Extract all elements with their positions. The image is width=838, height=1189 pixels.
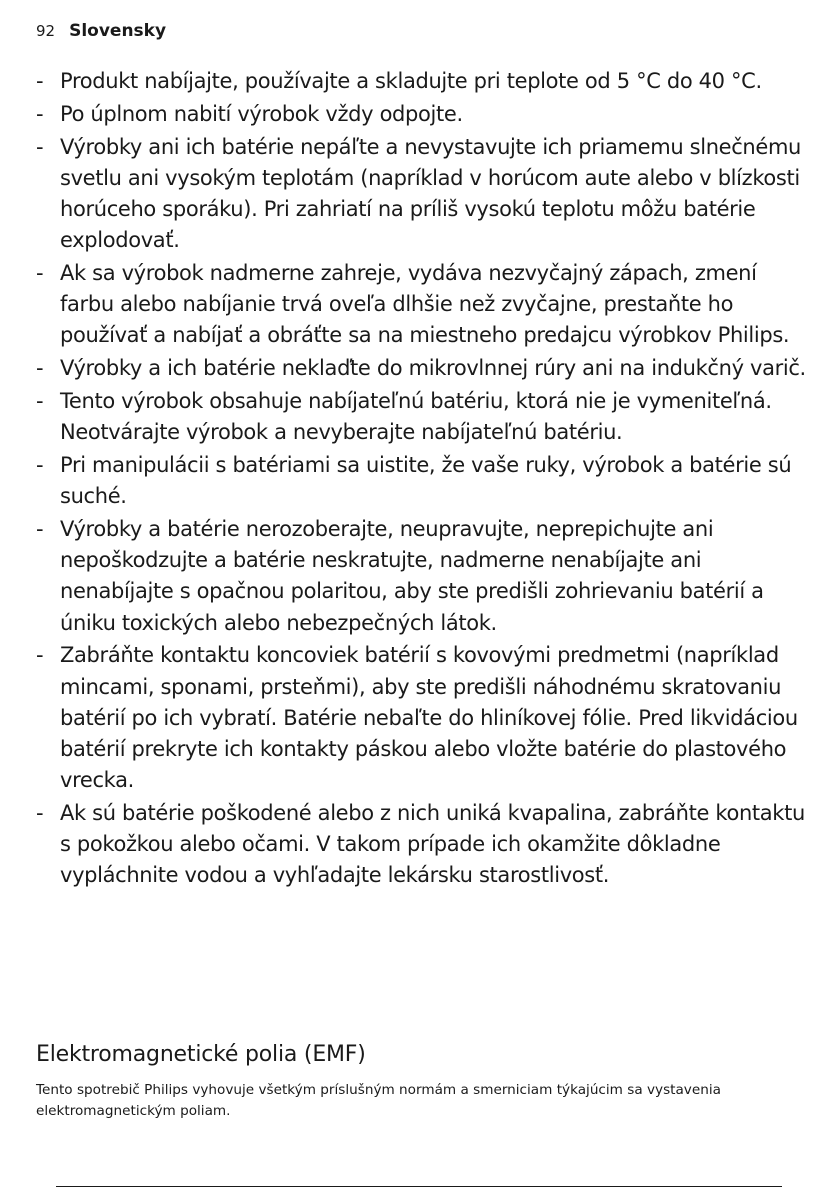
- list-item-text: Ak sú batérie poškodené alebo z nich uniká kvapalina, zabráňte kontaktu s pokožkou alebo očami. V takom prípade ich okamžite dôkladne vypláchnite vodou a vyhľadajte lekársku starostlivosť.: [60, 801, 805, 888]
- bullet-dash: -: [36, 134, 44, 159]
- list-item-text: Tento výrobok obsahuje nabíjateľnú batériu, ktorá nie je vymeniteľná. Neotvárajte výrobok a nevyberajte nabíjateľnú batériu.: [60, 389, 772, 445]
- bullet-dash: -: [36, 356, 44, 381]
- section-name: Slovensky: [69, 21, 167, 41]
- list-item: [36, 258, 806, 352]
- list-item: [36, 66, 806, 97]
- bullet-dash: -: [36, 801, 44, 826]
- list-item-text: Výrobky a ich batérie neklaďte do mikrovlnnej rúry ani na indukčný varič.: [60, 356, 806, 381]
- bullet-dash: -: [36, 389, 44, 413]
- list-item: [36, 798, 806, 892]
- emf-section-heading: Elektromagnetické polia (EMF): [36, 1042, 366, 1067]
- bullet-dash: -: [36, 517, 44, 541]
- bullet-dash: -: [36, 453, 44, 477]
- page-number: 92: [36, 22, 56, 40]
- list-item-text: Zabráňte kontaktu koncoviek batérií s kovovými predmetmi (napríklad mincami, sponami, prsteňmi), aby ste predišli náhodnému skratovaniu batérií po ich vybratí. Batérie nebaľte do hliníkovej fólie. Pred likvidáciou batérií prekryte ich kontakty páskou alebo vložte batérie do plastového vrecka.: [60, 643, 798, 793]
- bullet-dash: -: [36, 261, 44, 285]
- list-item-text: Výrobky a batérie nerozoberajte, neupravujte, neprepichujte ani nepoškodzujte a batérie neskratujte, nadmerne nenabíjajte ani nenabíjajte s opačnou polaritou, aby ste predišli zohrievaniu batérií a úniku toxických alebo nebezpečných látok.: [60, 517, 764, 635]
- list-item: [36, 353, 806, 384]
- bullet-dash: -: [36, 101, 44, 126]
- list-item-text: Produkt nabíjajte, používajte a skladujte pri teplote od 5 °C do 40 °C.: [60, 69, 762, 93]
- list-item-text: Po úplnom nabití výrobok vždy odpojte.: [60, 101, 463, 126]
- footer-divider: [56, 1186, 782, 1187]
- list-item: [36, 450, 806, 512]
- list-item: [36, 99, 806, 130]
- bullet-dash: -: [36, 69, 44, 93]
- list-item: [36, 514, 806, 639]
- list-item-text: Ak sa výrobok nadmerne zahreje, vydáva nezvyčajný zápach, zmení farbu alebo nabíjanie trvá oveľa dlhšie než zvyčajne, prestaňte ho používať a nabíjať a obráťte sa na miestneho predajcu výrobkov Philips.: [60, 261, 790, 348]
- page-header: [36, 21, 166, 41]
- bullet-dash: -: [36, 643, 44, 668]
- list-item-text: Pri manipulácii s batériami sa uistite, že vaše ruky, výrobok a batérie sú suché.: [60, 453, 792, 509]
- list-item: [36, 386, 806, 448]
- list-item-text: Výrobky ani ich batérie nepáľte a nevystavujte ich priamemu slnečnému svetlu ani vysokým teplotám (napríklad v horúcom aute alebo v blízkosti horúceho sporáku). Pri zahriatí na príliš vysokú teplotu môžu batérie explodovať.: [60, 134, 802, 253]
- list-item: [36, 640, 806, 796]
- emf-section-text: Tento spotrebič Philips vyhovuje všetkým príslušným normám a smerniciam týkajúcim sa vystavenia elektromagnetickým poliam.: [36, 1082, 721, 1119]
- list-item: [36, 132, 806, 257]
- safety-instructions-list: [36, 66, 806, 893]
